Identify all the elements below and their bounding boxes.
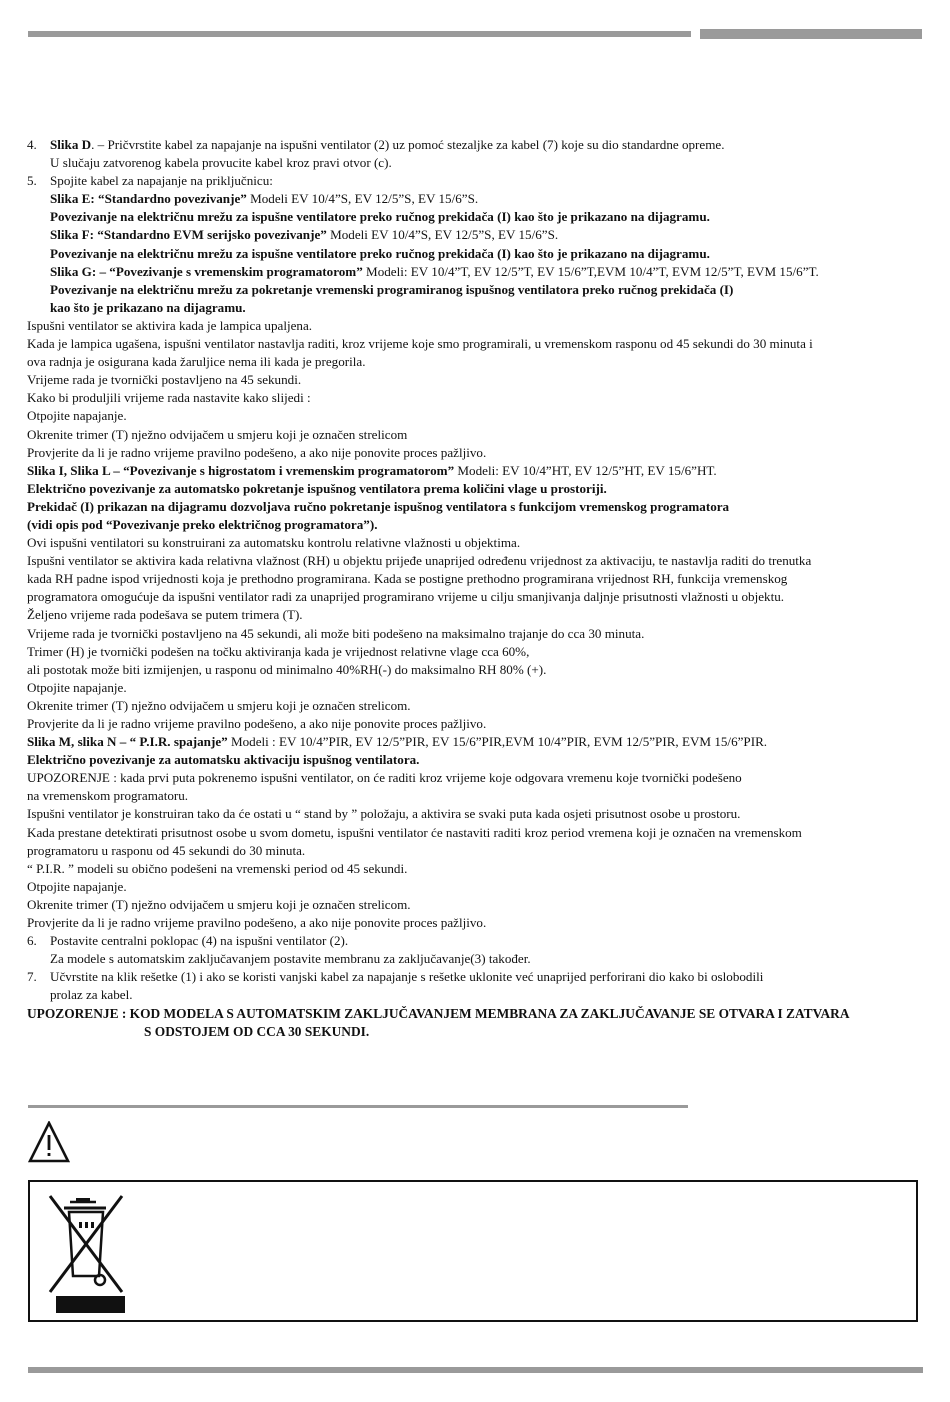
warning-notice: UPOZORENJE : KOD MODELA S AUTOMATSKIM ZAKLJUČAVANJEM MEMBRANA ZA ZAKLJUČAVANJE SE OTVARA I ZATVARA: [27, 1005, 850, 1021]
paragraph-line: ova radnja je osigurana kada žaruljice nema ili kada je pregorila.: [27, 354, 366, 370]
paragraph-line: UPOZORENJE : kada prvi puta pokrenemo ispušni ventilator, on će raditi kroz vrijeme koje odgovara vremenu koje tvornički podešeno: [27, 770, 742, 786]
paragraph-line: ali postotak može biti izmijenjen, u rasponu od minimalno 40%RH(-) do maksimalno RH 80% (+).: [27, 661, 547, 677]
paragraph-line: Kada prestane detektirati prisutnost osobe u svom dometu, ispušni ventilator će nastaviti raditi kroz period vremena koji je označen na vremenskom: [27, 824, 802, 840]
step-4: 4. Slika D. – Pričvrstite kabel za napajanje na ispušni ventilator (2) uz pomoć stezaljke za kabel (7) koje su dio standardne opreme.: [27, 137, 725, 152]
paragraph-line: Vrijeme rada je tvornički postavljeno na 45 sekundi, ali može biti podešeno na maksimalno trajanje do cca 30 minuta.: [27, 625, 645, 641]
paragraph-line: na vremenskom programatoru.: [27, 788, 189, 804]
figure-mn-description: Električno povezivanje za automatsku aktivaciju ispušnog ventilatora.: [27, 752, 420, 768]
crossed-out-wheelie-bin-icon: [44, 1192, 128, 1298]
step-7: 7. Učvrstite na klik rešetke (1) i ako se koristi vanjski kabel za napajanje s rešetke uklonite već unaprijed perforirani dio kako bi oslobodili: [27, 969, 764, 985]
figure-f-description: Povezivanje na električnu mrežu za ispušne ventilatore preko ručnog prekidača (I) kao što je prikazano na dijagramu.: [50, 245, 710, 261]
step-7-line-2: prolaz za kabel.: [50, 987, 133, 1003]
figure-g-description: Povezivanje na električnu mrežu za pokretanje vremenski programiranog ispušnog ventilatora preko ručnog prekidača (I): [50, 281, 734, 297]
paragraph-line: Okrenite trimer (T) nježno odvijačem u smjeru koji je označen strelicom: [27, 426, 408, 442]
figure-e-heading: Slika E: “Standardno povezivanje” Modeli EV 10/4”S, EV 12/5”S, EV 15/6”S.: [50, 191, 479, 207]
paragraph-line: Otpojite napajanje.: [27, 878, 127, 894]
paragraph-line: Ispušni ventilator se aktivira kada je lampica upaljena.: [27, 317, 313, 333]
figure-f-heading: Slika F: “Standardno EVM serijsko povezivanje” Modeli EV 10/4”S, EV 12/5”S, EV 15/6”S.: [50, 227, 559, 243]
paragraph-line: programatoru u rasponu od 45 sekundi do 30 minuta.: [27, 842, 306, 858]
paragraph-line: Vrijeme rada je tvornički postavljeno na 45 sekundi.: [27, 372, 302, 388]
paragraph-line: Provjerite da li je radno vrijeme pravilno podešeno, a ako nije ponovite proces pažljivo.: [27, 915, 487, 931]
weee-disposal-box: [28, 1180, 918, 1322]
header-rule-left: [28, 31, 691, 37]
footer-rule: [28, 1367, 923, 1373]
step-5: 5. Spojite kabel za napajanje na priključnicu:: [27, 173, 273, 189]
step-6-line-2: Za modele s automatskim zaključavanjem postavite membranu za zaključavanje(3) također.: [50, 951, 531, 967]
paragraph-line: kada RH padne ispod vrijednosti koja je prethodno programirana. Kada se postigne prethodno programirana vrijednost RH, funkcija vremenskog: [27, 571, 788, 587]
paragraph-line: Kada je lampica ugašena, ispušni ventilator nastavlja raditi, kroz vrijeme koje smo programirali, u vremenskom rasponu od 45 sekundi do 30 minuta i: [27, 336, 813, 352]
paragraph-line: Ispušni ventilator je konstruiran tako da će ostati u “ stand by ” položaju, a aktivira se svaki puta kada osjeti prisutnost osobe u prostoru.: [27, 806, 741, 822]
figure-il-description: Električno povezivanje za automatsko pokretanje ispušnog ventilatora prema količini vlage u prostoriji.: [27, 480, 607, 496]
paragraph-line: Provjerite da li je radno vrijeme pravilno podešeno, a ako nije ponovite proces pažljivo.: [27, 444, 487, 460]
step-4-line-2: U slučaju zatvorenog kabela provucite kabel kroz pravi otvor (c).: [50, 155, 392, 171]
paragraph-line: “ P.I.R. ” modeli su obično podešeni na vremenski period od 45 sekundi.: [27, 860, 408, 876]
paragraph-line: Trimer (H) je tvornički podešen na točku aktiviranja kada je vrijednost relativne vlage cca 60%,: [27, 643, 530, 659]
step-6: 6. Postavite centralni poklopac (4) na ispušni ventilator (2).: [27, 933, 349, 949]
instructions-body: [27, 136, 937, 1041]
figure-il-description-3: (vidi opis pod “Povezivanje preko električnog programatora”).: [27, 516, 378, 532]
header-rule-right: [700, 29, 922, 39]
figure-g-heading: Slika G: – “Povezivanje s vremenskim programatorom” Modeli: EV 10/4”T, EV 12/5”T, EV 15/6”T,EVM 10/4”T, EVM 12/5”T, EVM 15/6”T.: [50, 263, 819, 279]
warning-notice-line-2: S ODSTOJEM OD CCA 30 SEKUNDI.: [144, 1023, 370, 1039]
paragraph-line: Kako bi produljili vrijeme rada nastavite kako slijedi :: [27, 390, 311, 406]
figure-il-description-2: Prekidač (I) prikazan na dijagramu dozvoljava ručno pokretanje ispušnog ventilatora s funkcijom vremenskog programatora: [27, 498, 730, 514]
paragraph-line: Provjerite da li je radno vrijeme pravilno podešeno, a ako nije ponovite proces pažljivo.: [27, 716, 487, 731]
paragraph-line: Željeno vrijeme rada podešava se putem trimera (T).: [27, 607, 303, 623]
weee-bar: [56, 1296, 125, 1313]
paragraph-line: Otpojite napajanje.: [27, 679, 127, 695]
paragraph-line: Ispušni ventilator se aktivira kada relativna vlažnost (RH) u objektu prijeđe unaprijed određenu vrijednost za aktivaciju, te nastavlja raditi do trenutka: [27, 553, 812, 569]
figure-il-heading: Slika I, Slika L – “Povezivanje s higrostatom i vremenskim programatorom” Modeli: EV 10/4”HT, EV 12/5”HT, EV 15/6”HT.: [27, 462, 717, 478]
paragraph-line: Okrenite trimer (T) nježno odvijačem u smjeru koji je označen strelicom.: [27, 697, 411, 713]
paragraph-line: programatora omogućuje da ispušni ventilator radi za unaprijed programirano vrijeme u cilju smanjivanja daljnje prisutnosti vlažnosti u objektu.: [27, 589, 785, 605]
warning-triangle-icon: [28, 1121, 70, 1164]
paragraph-line: Ovi ispušni ventilatori su konstruirani za automatsku kontrolu relativne vlažnosti u objektima.: [27, 535, 521, 551]
figure-g-description-2: kao što je prikazano na dijagramu.: [50, 299, 246, 315]
section-rule: [28, 1105, 688, 1108]
figure-mn-heading: Slika M, slika N – “ P.I.R. spajanje” Modeli : EV 10/4”PIR, EV 12/5”PIR, EV 15/6”PIR,EVM 10/4”PIR, EVM 12/5”PIR, EVM 15/6”PIR.: [27, 734, 768, 750]
paragraph-line: Otpojite napajanje.: [27, 408, 127, 424]
paragraph-line: Okrenite trimer (T) nježno odvijačem u smjeru koji je označen strelicom.: [27, 896, 411, 912]
figure-e-description: Povezivanje na električnu mrežu za ispušne ventilatore preko ručnog prekidača (I) kao što je prikazano na dijagramu.: [50, 209, 710, 225]
